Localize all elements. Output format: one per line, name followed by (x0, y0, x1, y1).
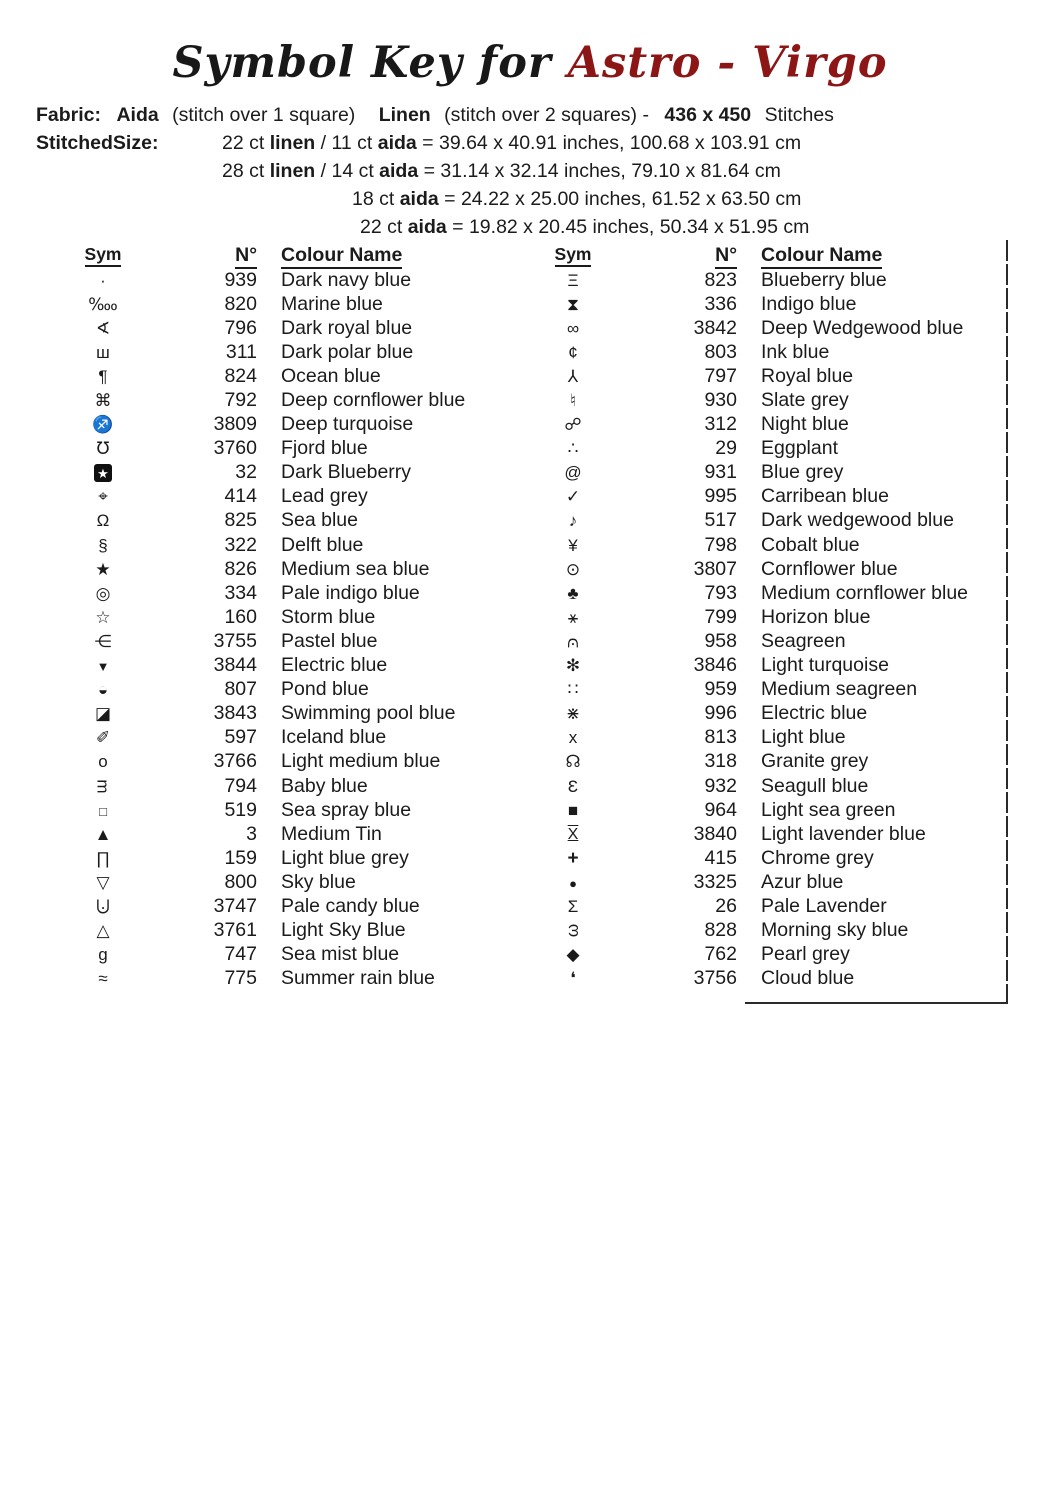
floss-number: 813 (704, 726, 737, 749)
colour-name: Light blue grey (281, 846, 409, 869)
stitch-symbol-icon: ♐ (92, 415, 114, 435)
floss-number: 803 (704, 340, 737, 363)
table-row (532, 750, 1010, 774)
floss-number: 828 (704, 919, 737, 942)
floss-number: 995 (704, 485, 737, 508)
size-text-segment: / 14 ct (315, 160, 380, 182)
floss-number: 415 (704, 846, 737, 869)
table-row (62, 726, 512, 750)
stitch-symbol-icon: ⧗ (567, 294, 579, 314)
colour-name: Light lavender blue (761, 822, 926, 845)
colour-name: Electric blue (761, 702, 868, 725)
table-row (62, 605, 512, 629)
table-row (62, 533, 512, 557)
table-row (62, 509, 512, 533)
floss-number: 958 (704, 629, 737, 652)
floss-number: 775 (224, 967, 257, 990)
floss-number: 29 (715, 437, 737, 460)
floss-number: 3 (246, 822, 257, 845)
colour-name: Pond blue (281, 678, 369, 701)
stitch-symbol-icon: ш (96, 342, 110, 362)
table-row (532, 437, 1010, 461)
floss-number: 996 (704, 702, 737, 725)
stitch-symbol-icon: ∷ (567, 680, 579, 700)
colour-name: Lead grey (281, 485, 368, 508)
stitch-symbol-icon: ♣ (567, 583, 579, 603)
table-row (62, 919, 512, 943)
colour-name: Deep Wedgewood blue (761, 316, 964, 339)
floss-number: 312 (704, 413, 737, 436)
floss-number: 797 (704, 364, 737, 387)
size-text-segment: 18 ct (352, 188, 400, 210)
colour-name: Ink blue (761, 340, 830, 363)
stitch-count-suffix: Stitches (764, 104, 834, 126)
table-row (62, 846, 512, 870)
colour-name: Carribean blue (761, 485, 889, 508)
stitch-symbol-icon: ⋇ (565, 704, 581, 724)
table-row (532, 316, 1010, 340)
stitch-symbol-icon: ∞ (566, 318, 580, 338)
table-row (532, 509, 1010, 533)
title-prefix: Symbol Key for (172, 38, 552, 88)
colour-name: Blue grey (761, 461, 844, 484)
stitch-symbol-icon: ℧ (96, 439, 110, 459)
stitch-symbol-icon: g (98, 945, 108, 965)
stitch-symbol-icon: Σ (567, 896, 579, 916)
stitch-symbol-icon: + (567, 847, 579, 869)
stitch-symbol-icon: ⌘ (94, 391, 112, 411)
fabric-aida-note: (stitch over 1 square) (172, 104, 356, 126)
size-text-segment: linen (269, 132, 316, 154)
colour-name: Storm blue (281, 605, 376, 628)
table-row (532, 870, 1010, 894)
table-row (532, 919, 1010, 943)
table-row (532, 340, 1010, 364)
table-row (532, 967, 1010, 991)
header-sym: Sym (555, 244, 592, 267)
floss-number: 414 (224, 485, 257, 508)
stitch-count: 436 x 450 (664, 104, 752, 126)
floss-number: 336 (704, 292, 737, 315)
colour-name: Electric blue (281, 654, 388, 677)
table-row (62, 870, 512, 894)
stitch-symbol-icon: ☍ (564, 415, 582, 435)
stitch-symbol-icon: ⨃ (96, 896, 110, 916)
table-row (62, 557, 512, 581)
floss-number: 964 (704, 798, 737, 821)
table-row (532, 605, 1010, 629)
floss-number: 793 (704, 581, 737, 604)
colour-name: Medium cornflower blue (761, 581, 969, 604)
floss-number: 311 (225, 340, 257, 363)
stitch-symbol-icon: ¢ (568, 342, 578, 362)
stitch-symbol-icon: ‱ (88, 294, 118, 314)
size-text-segment: 22 ct (222, 132, 270, 154)
table-row (532, 388, 1010, 412)
floss-number: 792 (224, 389, 257, 412)
colour-name: Summer rain blue (281, 967, 435, 990)
size-text-segment: = 39.64 x 40.91 inches, 100.68 x 103.91 cm (416, 132, 802, 154)
stitch-symbol-icon: ◒ (97, 680, 109, 700)
colour-name: Medium sea blue (281, 557, 430, 580)
size-text-segment: 28 ct (222, 160, 270, 182)
colour-name: Medium Tin (281, 822, 382, 845)
stitch-symbol-icon: Ξ (567, 270, 579, 290)
table-row (62, 364, 512, 388)
floss-number: 3843 (213, 702, 257, 725)
floss-number: 796 (224, 316, 257, 339)
floss-number: 3842 (693, 316, 737, 339)
stitch-symbol-icon: ▼ (96, 659, 110, 675)
floss-number: 747 (224, 943, 257, 966)
stitch-symbol-icon: ∢ (95, 318, 111, 338)
table-row (532, 678, 1010, 702)
colour-name: Royal blue (761, 364, 854, 387)
floss-number: 519 (224, 798, 257, 821)
floss-number: 931 (704, 461, 737, 484)
table-header-row (532, 242, 1010, 268)
stitch-symbol-icon: ⩀ (567, 631, 579, 651)
stitch-symbol-icon: § (98, 535, 108, 555)
table-bottom-border (745, 1002, 1008, 1004)
header-sym: Sym (85, 244, 122, 267)
table-row (532, 461, 1010, 485)
colour-name: Cloud blue (761, 967, 855, 990)
stitch-symbol-icon: ¶ (98, 366, 108, 386)
colour-name: Cornflower blue (761, 557, 898, 580)
floss-number: 807 (224, 678, 257, 701)
stitch-symbol-icon: ∴ (567, 439, 579, 459)
floss-number: 826 (224, 557, 257, 580)
colour-name: Light sea green (761, 798, 896, 821)
table-row (62, 461, 512, 485)
table-row (62, 292, 512, 316)
colour-name: Deep turquoise (281, 413, 414, 436)
stitch-symbol-icon: · (100, 270, 106, 290)
table-row (62, 654, 512, 678)
table-row (532, 798, 1010, 822)
table-row (62, 750, 512, 774)
stitch-symbol-icon: X (567, 826, 579, 844)
colour-name: Indigo blue (761, 292, 857, 315)
floss-number: 800 (224, 870, 257, 893)
page-title (0, 38, 1060, 88)
table-row (532, 822, 1010, 846)
size-text-segment: = 24.22 x 25.00 inches, 61.52 x 63.50 cm (438, 188, 802, 210)
stitch-symbol-icon: ❛ (570, 969, 576, 989)
floss-number: 3760 (213, 437, 257, 460)
floss-number: 3761 (213, 919, 257, 942)
table-row (532, 581, 1010, 605)
floss-number: 959 (704, 678, 737, 701)
floss-number: 930 (704, 389, 737, 412)
table-row (62, 894, 512, 918)
colour-name: Cobalt blue (761, 533, 860, 556)
colour-name: Morning sky blue (761, 919, 909, 942)
size-text-segment: aida (399, 188, 439, 210)
floss-number: 334 (224, 581, 257, 604)
stitch-symbol-icon: Ω (96, 511, 110, 531)
stitched-size-block (36, 129, 834, 241)
size-text-segment: 22 ct (360, 216, 408, 238)
floss-number: 318 (704, 750, 737, 773)
table-row (62, 798, 512, 822)
stitched-size-line (222, 213, 809, 241)
colour-name: Slate grey (761, 389, 849, 412)
stitch-symbol-icon: ⚹ (567, 607, 579, 627)
key-rows-right (532, 268, 1010, 991)
table-row (62, 316, 512, 340)
header-number: N° (235, 244, 257, 269)
size-text-segment: = 19.82 x 20.45 inches, 50.34 x 51.95 cm (446, 216, 810, 238)
colour-name: Sea mist blue (281, 943, 400, 966)
size-text-segment: aida (379, 160, 419, 182)
stitch-symbol-icon: o (98, 752, 108, 772)
stitch-symbol-icon: ▽ (96, 872, 110, 892)
stitch-symbol-icon: ♪ (568, 511, 578, 531)
stitch-symbol-icon: ✻ (565, 656, 581, 676)
colour-name: Pale Lavender (761, 894, 887, 917)
floss-number: 597 (224, 726, 257, 749)
stitch-symbol-icon: △ (96, 921, 110, 941)
colour-name: Iceland blue (281, 726, 387, 749)
size-text-segment: aida (407, 216, 447, 238)
floss-number: 3756 (693, 967, 737, 990)
stitch-symbol-icon: ✓ (565, 487, 581, 507)
stitched-size-label: StitchedSize: (36, 132, 159, 154)
colour-name: Pale indigo blue (281, 581, 420, 604)
colour-name: Light Sky Blue (281, 919, 406, 942)
floss-number: 939 (224, 268, 257, 291)
table-row (62, 340, 512, 364)
table-row (62, 388, 512, 412)
stitch-symbol-icon: ≈ (98, 969, 108, 989)
table-row (62, 943, 512, 967)
stitch-symbol-icon: ⋲ (94, 631, 112, 651)
table-row (62, 413, 512, 437)
floss-number: 794 (224, 774, 257, 797)
floss-number: 825 (224, 509, 257, 532)
table-row (62, 774, 512, 798)
stitch-symbol-icon: x (568, 728, 578, 748)
title-pattern-name: Astro - Virgo (567, 38, 888, 88)
stitch-symbol-icon: ◆ (566, 945, 580, 965)
table-row (62, 485, 512, 509)
key-rows-left (62, 268, 512, 991)
stitch-symbol-icon: ⅄ (567, 366, 579, 386)
stitch-symbol-icon: ⊙ (565, 559, 581, 579)
floss-number: 3844 (213, 654, 257, 677)
table-row (532, 533, 1010, 557)
stitch-symbol-icon: □ (99, 803, 107, 819)
table-row (532, 629, 1010, 653)
stitch-symbol-icon: ⌖ (98, 487, 108, 507)
floss-number: 3755 (213, 629, 257, 652)
stitch-symbol-icon: ▲ (94, 824, 112, 844)
stitch-symbol-icon: ✐ (95, 728, 111, 748)
colour-name: Night blue (761, 413, 849, 436)
table-row (62, 822, 512, 846)
key-column-left (62, 242, 512, 991)
key-column-right (532, 242, 1010, 991)
colour-name: Delft blue (281, 533, 364, 556)
table-row (62, 702, 512, 726)
table-header-row (62, 242, 512, 268)
colour-name: Seagull blue (761, 774, 869, 797)
floss-number: 824 (224, 364, 257, 387)
stitch-symbol-icon: ω (563, 923, 583, 938)
table-row (62, 268, 512, 292)
colour-name: Swimming pool blue (281, 702, 456, 725)
colour-name: Medium seagreen (761, 678, 918, 701)
size-text-segment: linen (269, 160, 316, 182)
floss-number: 820 (224, 292, 257, 315)
floss-number: 26 (715, 894, 737, 917)
stitch-symbol-icon: ★ (94, 464, 112, 482)
floss-number: 3747 (213, 894, 257, 917)
stitch-symbol-icon: ☊ (565, 752, 581, 772)
colour-name: Baby blue (281, 774, 368, 797)
table-row (62, 437, 512, 461)
stitched-size-lines (222, 129, 809, 241)
floss-number: 160 (224, 605, 257, 628)
colour-name: Light blue (761, 726, 846, 749)
floss-number: 32 (235, 461, 257, 484)
table-row (532, 654, 1010, 678)
floss-number: 3846 (693, 654, 737, 677)
floss-number: 322 (224, 533, 257, 556)
colour-name: Dark royal blue (281, 316, 413, 339)
table-row (532, 364, 1010, 388)
table-row (62, 581, 512, 605)
floss-number: 3807 (693, 557, 737, 580)
table-row (532, 268, 1010, 292)
stitch-symbol-icon: @ (564, 463, 582, 483)
stitch-symbol-icon: ¥ (568, 535, 578, 555)
colour-name: Sea blue (281, 509, 358, 532)
colour-name: Seagreen (761, 629, 846, 652)
table-row (532, 894, 1010, 918)
floss-number: 159 (224, 846, 257, 869)
pattern-info (36, 101, 834, 241)
table-row (532, 413, 1010, 437)
table-row (532, 485, 1010, 509)
colour-name: Light medium blue (281, 750, 441, 773)
table-row (62, 629, 512, 653)
floss-number: 762 (704, 943, 737, 966)
stitch-symbol-icon: ∏ (96, 848, 110, 868)
colour-name: Azur blue (761, 870, 844, 893)
table-row (62, 967, 512, 991)
colour-name: Sea spray blue (281, 798, 412, 821)
colour-name: Dark Blueberry (281, 461, 412, 484)
colour-name: Eggplant (761, 437, 838, 460)
table-row (532, 774, 1010, 798)
stitched-size-line (222, 157, 809, 185)
stitch-symbol-icon: ◪ (94, 704, 112, 724)
floss-number: 823 (704, 268, 737, 291)
header-number: N° (715, 244, 737, 269)
colour-name: Fjord blue (281, 437, 368, 460)
header-colour-name: Colour Name (761, 244, 882, 269)
floss-number: 3325 (693, 870, 737, 893)
colour-name: Granite grey (761, 750, 869, 773)
colour-name: Sky blue (281, 870, 356, 893)
stitch-symbol-icon: ☆ (95, 607, 111, 627)
colour-name: Blueberry blue (761, 268, 887, 291)
colour-name: Marine blue (281, 292, 383, 315)
floss-number: 799 (704, 605, 737, 628)
stitched-size-line (222, 185, 809, 213)
size-text-segment: / 11 ct (315, 132, 378, 154)
table-row (532, 726, 1010, 750)
floss-number: 3766 (213, 750, 257, 773)
stitch-symbol-icon: ♮ (569, 391, 577, 411)
floss-number: 798 (704, 533, 737, 556)
floss-number: 3809 (213, 413, 257, 436)
fabric-aida: Aida (116, 104, 159, 126)
floss-number: 3840 (693, 822, 737, 845)
colour-name: Ocean blue (281, 364, 381, 387)
colour-name: Horizon blue (761, 605, 871, 628)
size-text-segment: = 31.14 x 32.14 inches, 79.10 x 81.64 cm (418, 160, 781, 182)
colour-name: Chrome grey (761, 846, 874, 869)
colour-name: Deep cornflower blue (281, 389, 466, 412)
table-row (62, 678, 512, 702)
colour-name: Dark navy blue (281, 268, 412, 291)
colour-name: Pearl grey (761, 943, 850, 966)
colour-name: Pastel blue (281, 629, 378, 652)
colour-name: Dark wedgewood blue (761, 509, 954, 532)
table-row (532, 846, 1010, 870)
stitched-size-line (222, 129, 809, 157)
colour-name: Dark polar blue (281, 340, 414, 363)
stitch-symbol-icon: ■ (567, 800, 579, 820)
size-text-segment: aida (377, 132, 417, 154)
fabric-linen: Linen (378, 104, 431, 126)
header-colour-name: Colour Name (281, 244, 402, 269)
stitch-symbol-icon: ◎ (95, 583, 111, 603)
colour-name: Light turquoise (761, 654, 889, 677)
table-row (532, 702, 1010, 726)
stitch-symbol-icon: ● (569, 875, 577, 891)
stitch-symbol-icon: ★ (95, 559, 111, 579)
table-row (532, 557, 1010, 581)
fabric-line (36, 101, 834, 129)
floss-number: 932 (704, 774, 737, 797)
table-right-border (1006, 240, 1008, 1002)
fabric-label: Fabric: (36, 104, 102, 126)
colour-name: Pale candy blue (281, 894, 420, 917)
table-row (532, 943, 1010, 967)
stitch-symbol-icon: m (93, 778, 113, 794)
floss-number: 517 (704, 509, 737, 532)
fabric-linen-note: (stitch over 2 squares) - (444, 104, 649, 126)
stitch-symbol-icon: Ɛ (567, 776, 579, 796)
table-row (532, 292, 1010, 316)
